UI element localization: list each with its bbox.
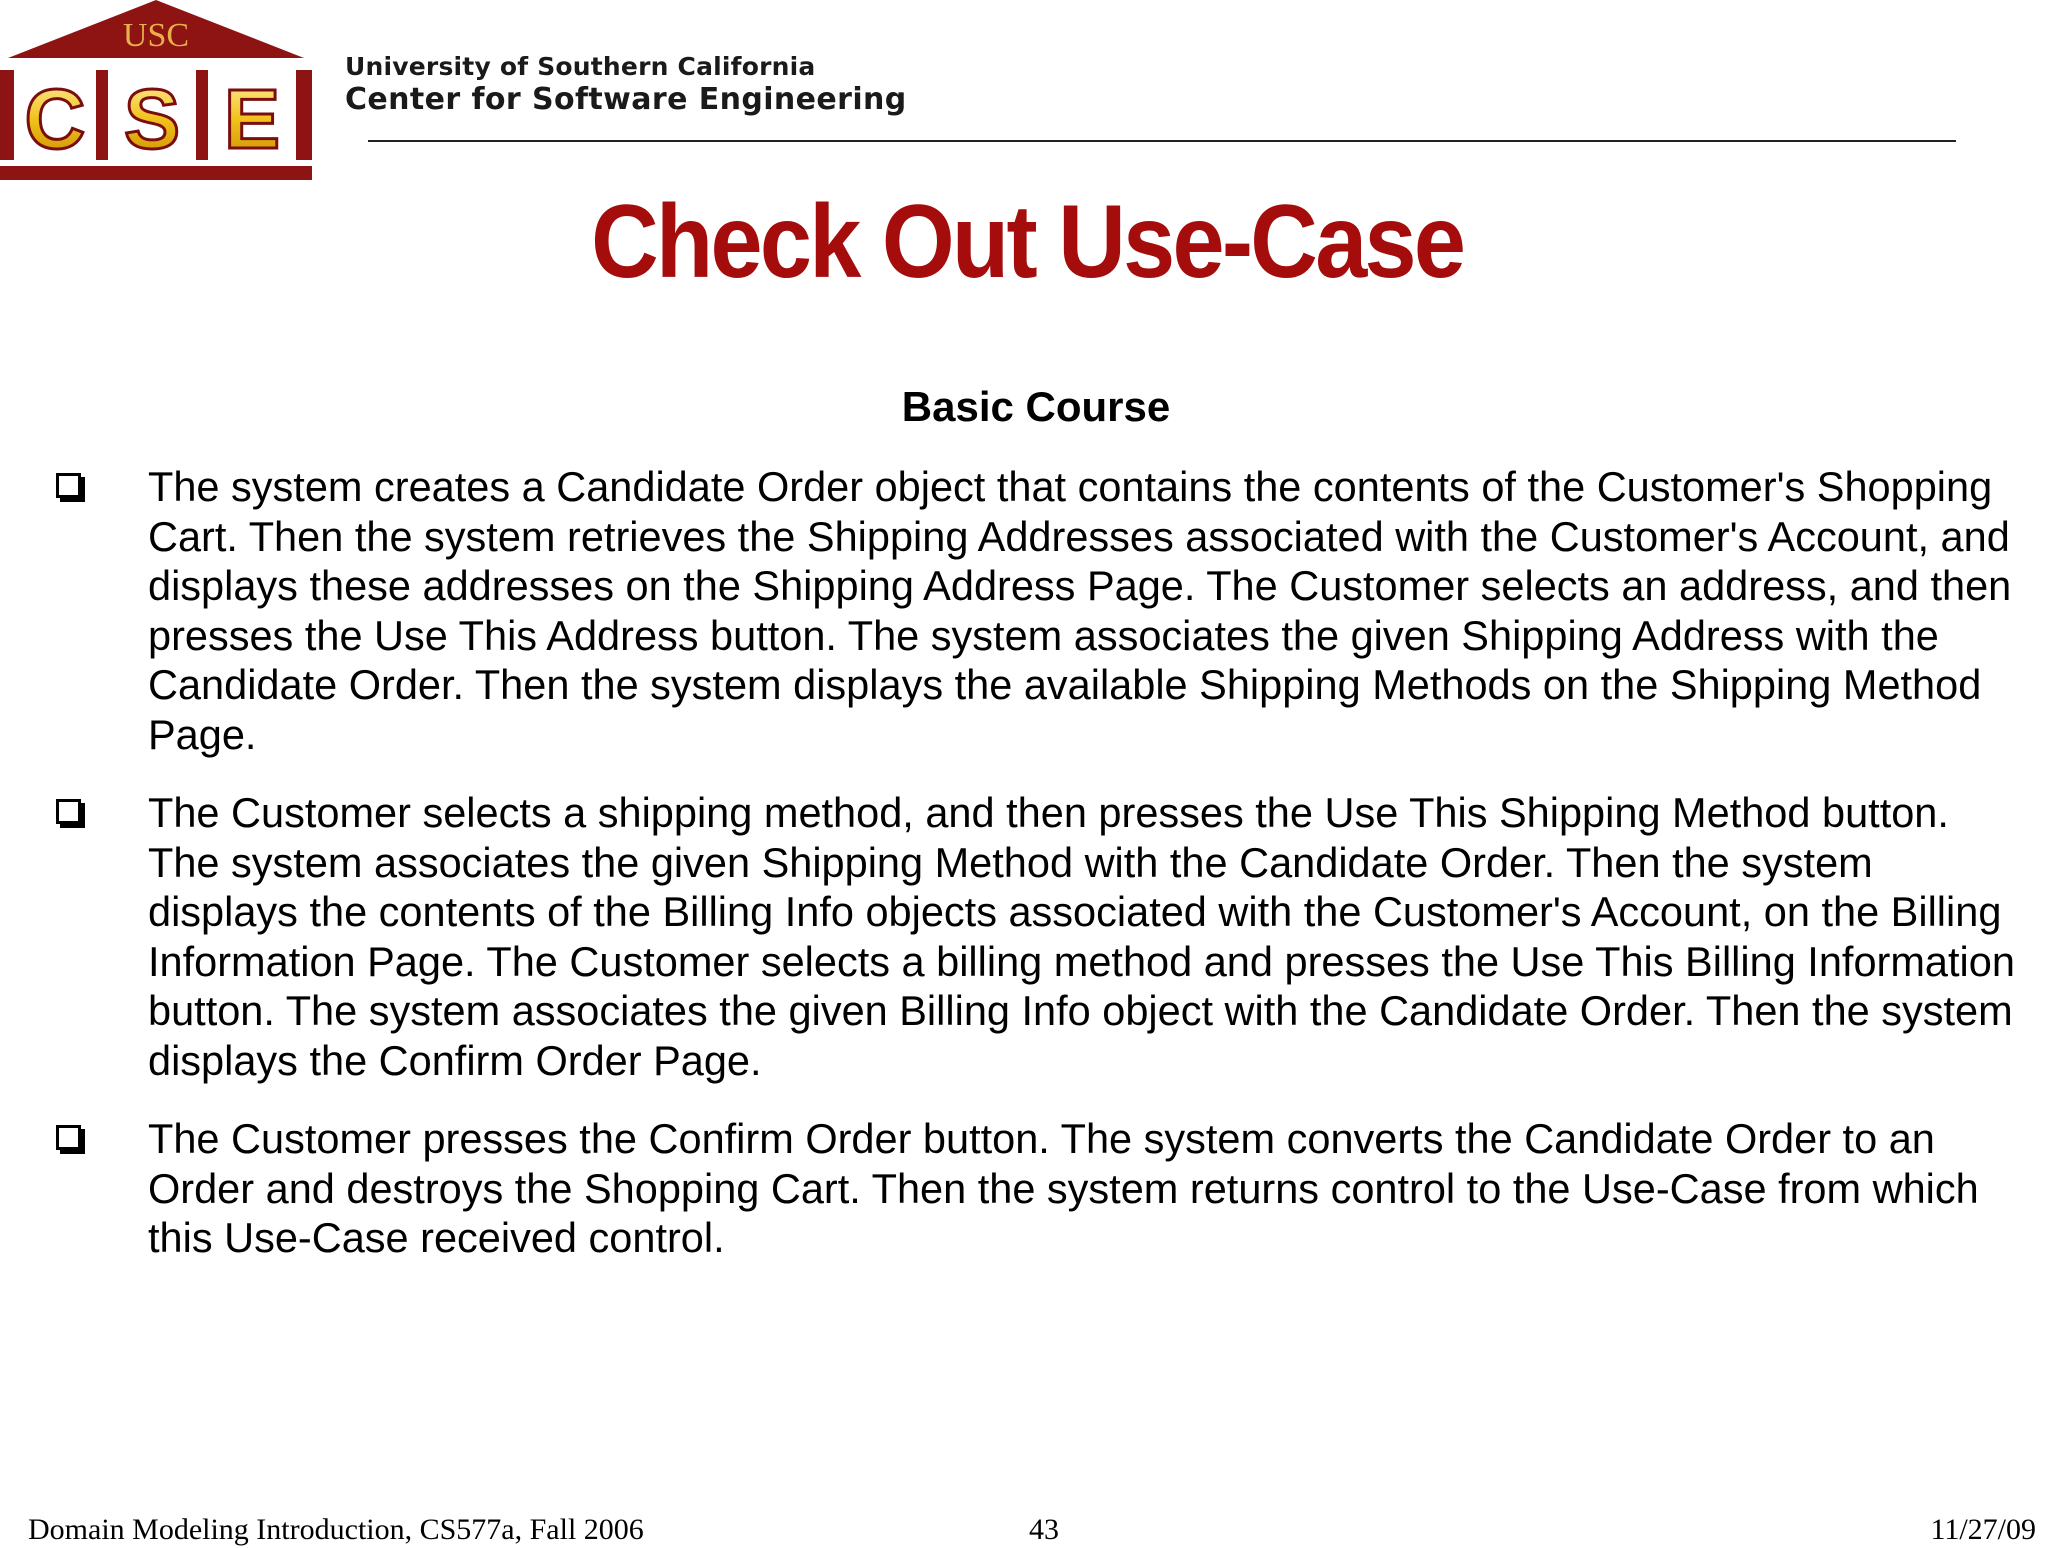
list-item (56, 1114, 2016, 1263)
list-item (56, 462, 2016, 759)
logo-letter-e: E (223, 72, 281, 166)
list-item-text: The Customer presses the Confirm Order button. The system converts the Candidate Order to an Order and destroys the Shopping Cart. Then the system returns control to the Use-Case from which this Use-Case received control. (148, 1115, 1979, 1261)
checkbox-bullet-icon (56, 799, 81, 824)
bullet-list (56, 462, 2016, 1292)
footer-date: 11/27/09 (1930, 1513, 2036, 1546)
section-heading: Basic Course (901, 383, 1171, 430)
checkbox-bullet-icon (56, 473, 81, 498)
list-item-text: The system creates a Candidate Order object that contains the contents of the Customer's Shopping Cart. Then the system retrieves the Shipping Addresses associated with the Customer's Account, and displays these addresses on the Shipping Address Page. The Customer selects an address, and then presses the Use This Address button. The system associates the given Shipping Address with the Candidate Order. Then the system displays the available Shipping Methods on the Shipping Method Page. (148, 463, 2012, 758)
organization-name (345, 52, 907, 118)
slide-title: Check Out Use-Case (591, 184, 1464, 300)
header-divider (368, 140, 1956, 142)
list-item-text: The Customer selects a shipping method, and then presses the Use This Shipping Method button. The system associates the given Shipping Method with the Candidate Order. Then the system displays the contents of the Billing Info objects associated with the Customer's Account, on the Billing Information Page. The Customer selects a billing method and presses the Use This Billing Information button. The system associates the given Billing Info object with the Candidate Order. Then the system displays the Confirm Order Page. (148, 789, 2015, 1084)
logo-letter-c: C (24, 72, 86, 166)
checkbox-bullet-icon (56, 1125, 81, 1150)
usc-cse-logo (0, 0, 312, 184)
logo-letter-s: S (123, 72, 181, 166)
footer-page-number: 43 (1029, 1513, 1059, 1546)
university-name: University of Southern California (345, 52, 816, 81)
center-name: Center for Software Engineering (345, 82, 907, 117)
list-item (56, 788, 2016, 1085)
footer-course: Domain Modeling Introduction, CS577a, Fall 2006 (28, 1513, 644, 1546)
logo-usc-text: USC (122, 17, 190, 54)
